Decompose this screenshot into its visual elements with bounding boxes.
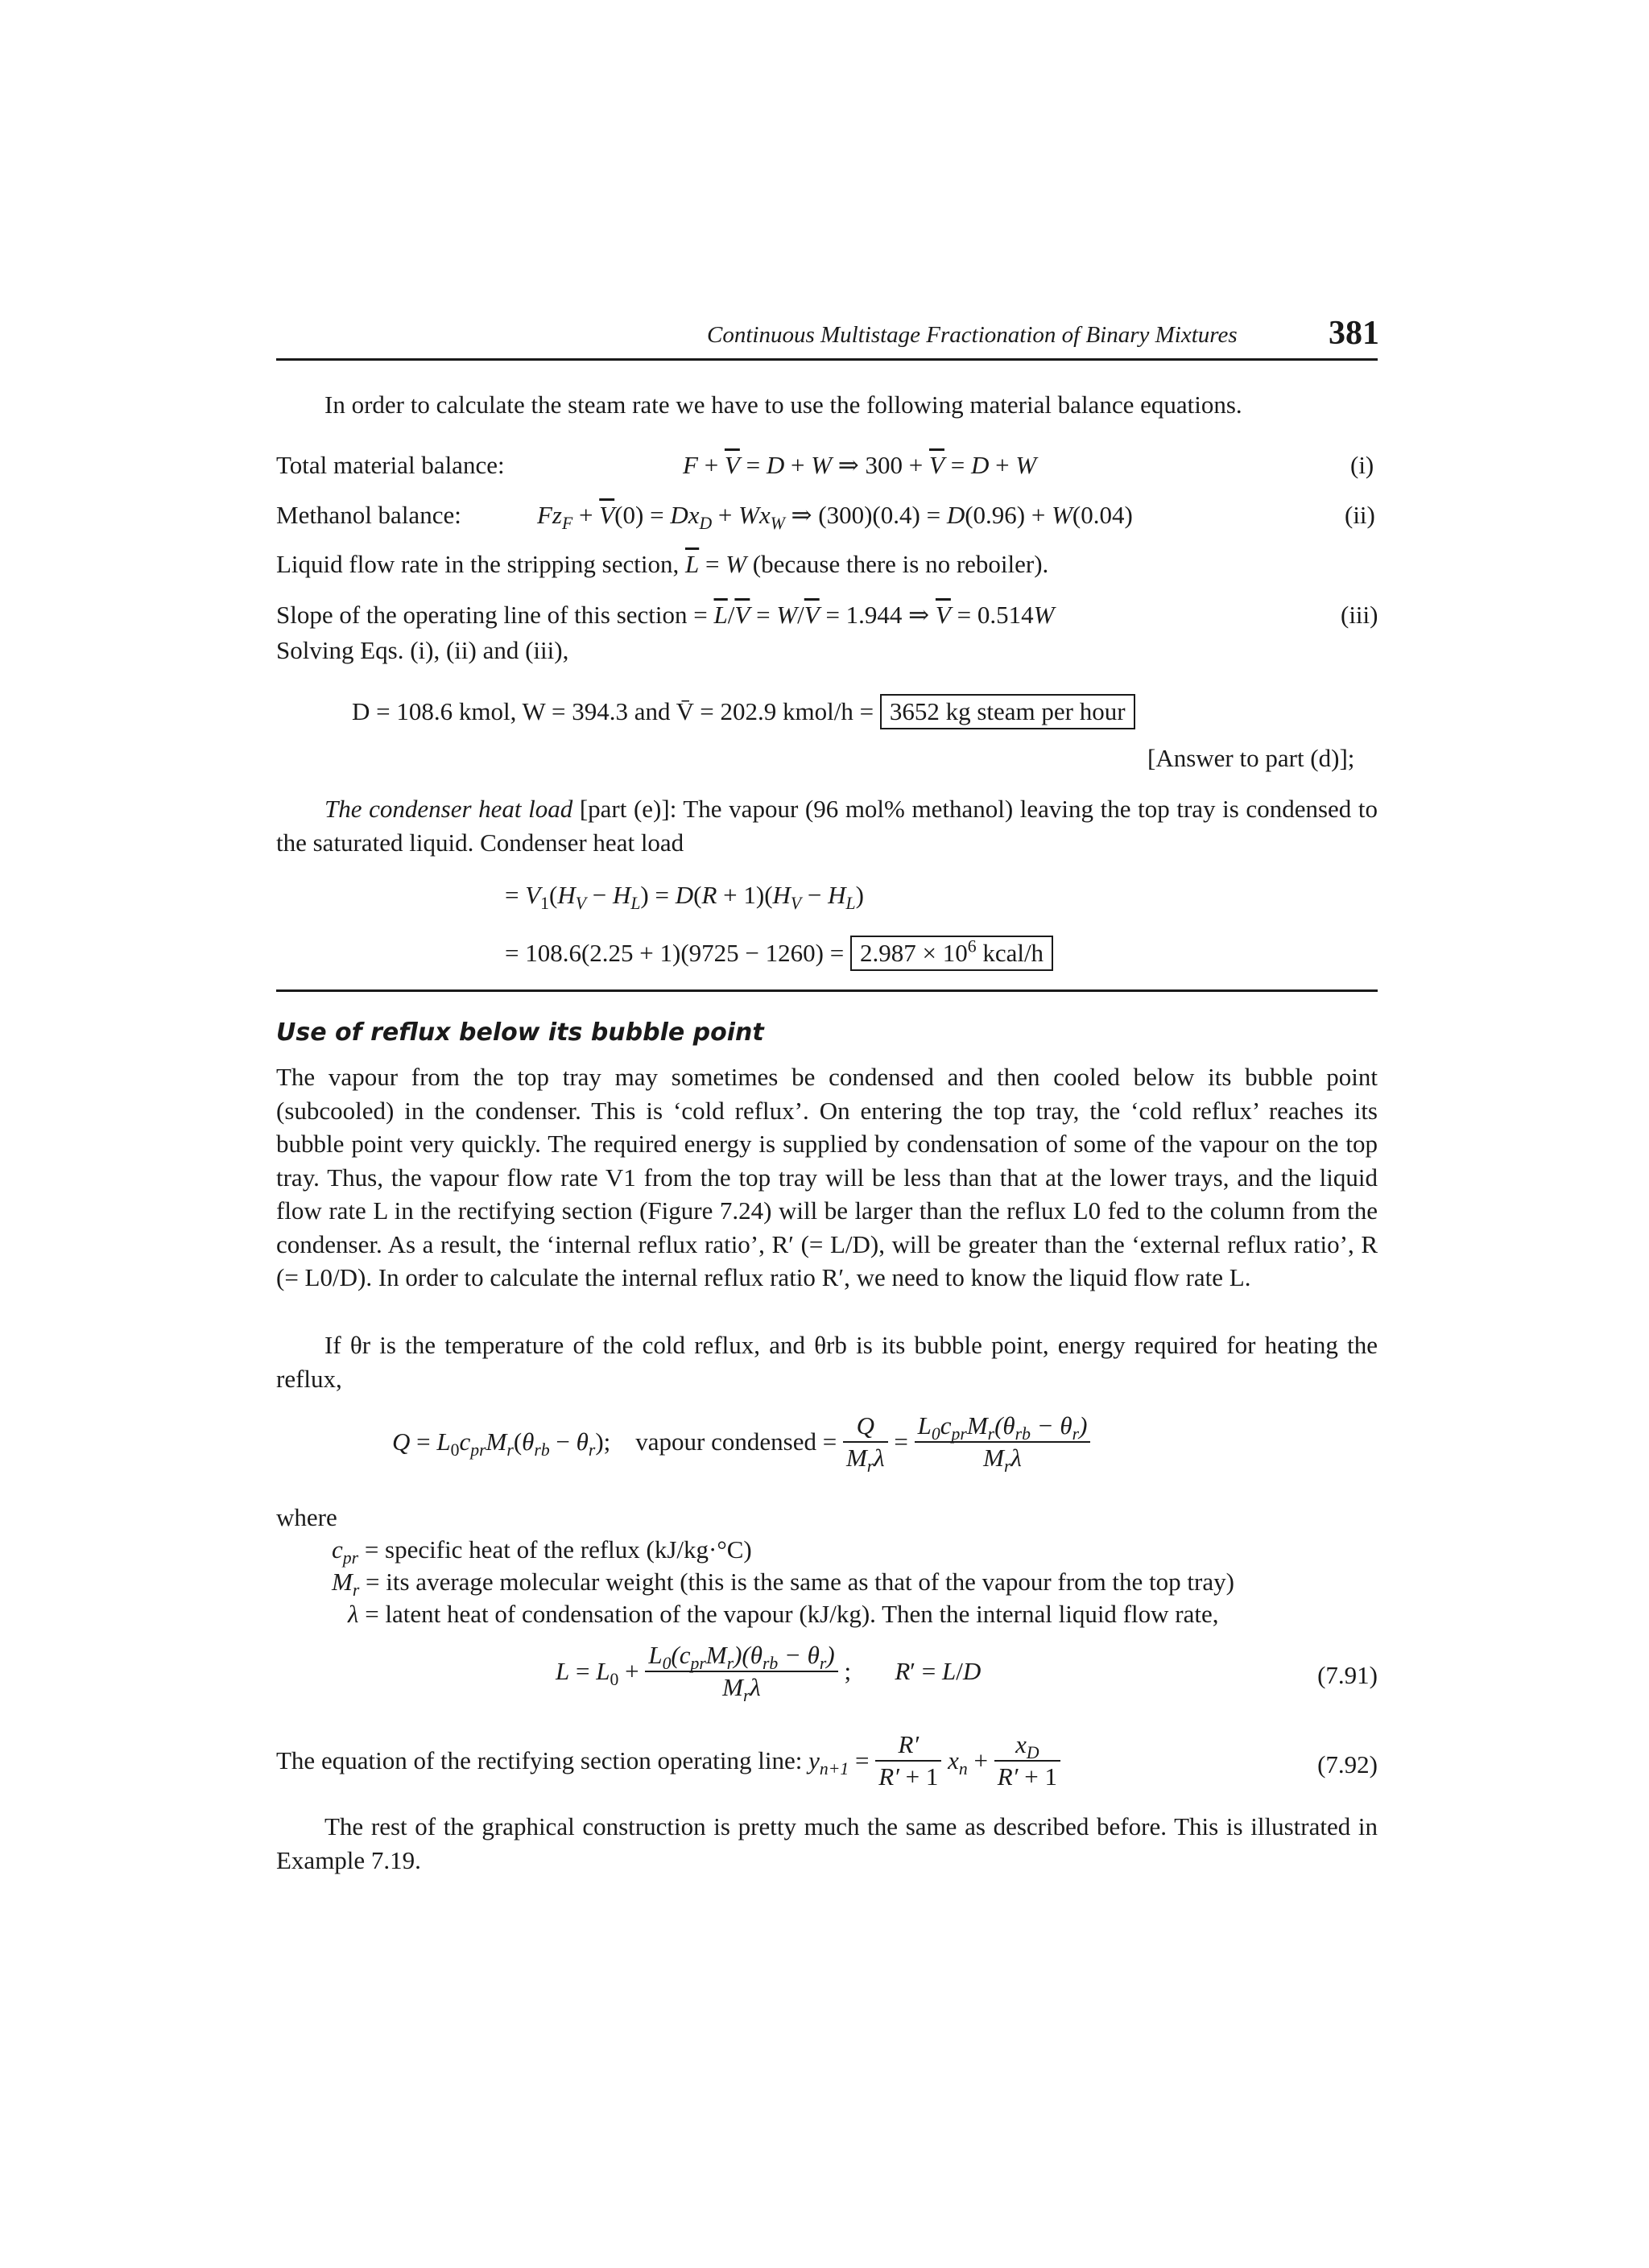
slope-text: Slope of the operating line of this section = — [276, 601, 708, 629]
def-lambda: λ = latent heat of condensation of the vapour (kJ/kg). Then the internal liquid flow rate, — [348, 1600, 1219, 1628]
total-balance-label: Total material balance: — [276, 451, 505, 479]
heat-load-answer-box: $2.987 \times 10^6$ kcal/h — [850, 936, 1053, 971]
results-line — [352, 694, 1135, 729]
condenser-calc-prefix: = 108.6(2.25 + 1)(9725 − 1260) = — [505, 939, 845, 967]
condenser-lead: The condenser heat load — [324, 795, 573, 823]
rect-line-text: The equation of the rectifying section operating line: — [276, 1746, 803, 1774]
eq-number-iii: (iii) — [1341, 601, 1378, 629]
q-equation: $Q = L_0c_{pr}M_r(\theta_{rb} - \theta_r)$; vapour condensed = $\frac{Q}{M_r\lambda}$ = $\frac{L_0c_{pr}M_r(\theta_{rb} - \theta_r)}{M_r\lambda}$ — [392, 1411, 1090, 1473]
closing-paragraph: The rest of the graphical construction is pretty much the same as described before. This is illustrated in Example 7.19. — [276, 1812, 1378, 1874]
equation-791: $L = L_0$ + $\frac{L_0(c_{pr}M_r)(\theta_{rb} - \theta_r)}{M_r\lambda}$ ; R′ = L/D — [556, 1641, 982, 1706]
header-rule — [276, 358, 1378, 361]
vapour-condensed-label: vapour condensed = — [635, 1427, 837, 1456]
fraction-r-over-r1: $\frac{R'}{R' + 1}$ — [875, 1729, 941, 1792]
methanol-balance-label: Methanol balance: — [276, 501, 461, 529]
results-values: D = 108.6 kmol, W = 394.3 and V̄ = 202.9 kmol/h = — [352, 697, 874, 725]
eq-number-791: (7.91) — [1317, 1661, 1378, 1689]
liquid-flow-note: (because there is no reboiler). — [752, 550, 1049, 578]
where-label: where — [276, 1503, 337, 1531]
page-number: 381 — [1329, 315, 1379, 352]
equation-792: The equation of the rectifying section operating line: $y_{n+1}$ = $\frac{R'}{R' + 1}$ $x_n$ + $\frac{x_D}{R' + 1}$ — [276, 1729, 1060, 1792]
answer-part-d: [Answer to part (d)]; — [1147, 744, 1355, 772]
eq-number-i: (i) — [1350, 451, 1374, 479]
slope-line: Slope of the operating line of this section = $\overline{L}/\overline{V} = W/\overline{V} = 1.944$ ⇒ $\overline{V} = 0.514W$ — [276, 601, 1055, 629]
section-heading: Use of reflux below its bubble point — [276, 1018, 764, 1047]
solving-text: Solving Eqs. (i), (ii) and (iii), — [276, 636, 569, 664]
condenser-text: [part (e)]: The vapour (96 mol% methanol) leaving the top tray is condensed to the saturated liquid. Condenser heat load — [276, 795, 1378, 857]
condenser-paragraph — [276, 792, 1378, 859]
methanol-balance-equation: $Fz_F + \overline{V}(0) = Dx_D + Wx_W$ ⇒ (300)(0.4) = D(0.96) + W(0.04) — [537, 501, 1133, 534]
intro-text: In order to calculate the steam rate we have to use the following material balance equations. — [324, 390, 1242, 419]
total-balance-equation: $F + \overline{V} = D + W$ ⇒ $300 + \overline{V} = D + W$ — [683, 451, 1037, 479]
def-mr: $M_r$ = its average molecular weight (this is the same as that of the vapour from the top tray) — [332, 1568, 1234, 1601]
fraction-internal-flow: $\frac{L_0(c_{pr}M_r)(\theta_{rb} - \theta_r)}{M_r\lambda}$ — [645, 1640, 837, 1703]
eq-number-792: (7.92) — [1317, 1750, 1378, 1778]
temperature-paragraph: If θr is the temperature of the cold reflux, and θrb is its bubble point, energy required for heating the reflux, — [276, 1331, 1378, 1393]
condenser-formula: = $V_1(H_V - H_L) = D(R + 1)(H_V - H_L)$ — [505, 881, 864, 914]
liquid-flow-text: Liquid flow rate in the stripping section, — [276, 550, 680, 578]
running-title: Continuous Multistage Fractionation of Binary Mixtures — [707, 322, 1238, 348]
fraction-xd-over-r1: $\frac{x_D}{R' + 1}$ — [994, 1729, 1060, 1792]
fraction-heat-over-mlambda: $\frac{L_0c_{pr}M_r(\theta_{rb} - \theta_r)}{M_r\lambda}$ — [915, 1411, 1091, 1473]
fraction-q-over-mlambda: $\frac{Q}{M_r\lambda}$ — [843, 1411, 888, 1473]
cold-reflux-paragraph: The vapour from the top tray may sometimes be condensed and then cooled below its bubble point (subcooled) in the condenser. This is ‘cold reflux’. On entering the top tray, the ‘cold reflux’ reaches its bubble point very quickly. The required energy is supplied by condensation of some of the vapour on the top tray. Thus, the vapour flow rate V1 from the top tray will be less than that at the lower trays, and the liquid flow rate L in the rectifying section (Figure 7.24) will be larger than the reflux L0 fed to the column from the condenser. As a result, the ‘internal reflux ratio’, R′ (= L/D), will be greater than the ‘external reflux ratio’, R (= L0/D). In order to calculate the internal reflux ratio R′, we need to know the liquid flow rate L. — [276, 1063, 1378, 1291]
steam-answer-box: 3652 kg steam per hour — [880, 694, 1135, 729]
liquid-flow-line: Liquid flow rate in the stripping section, $\overline{L} = W$ (because there is no reboiler). — [276, 550, 1049, 578]
section-rule — [276, 989, 1378, 992]
condenser-calc — [505, 936, 1053, 971]
eq-number-ii: (ii) — [1345, 501, 1375, 529]
def-cpr: $c_{pr}$ = specific heat of the reflux (kJ/kg·°C) — [332, 1535, 752, 1568]
